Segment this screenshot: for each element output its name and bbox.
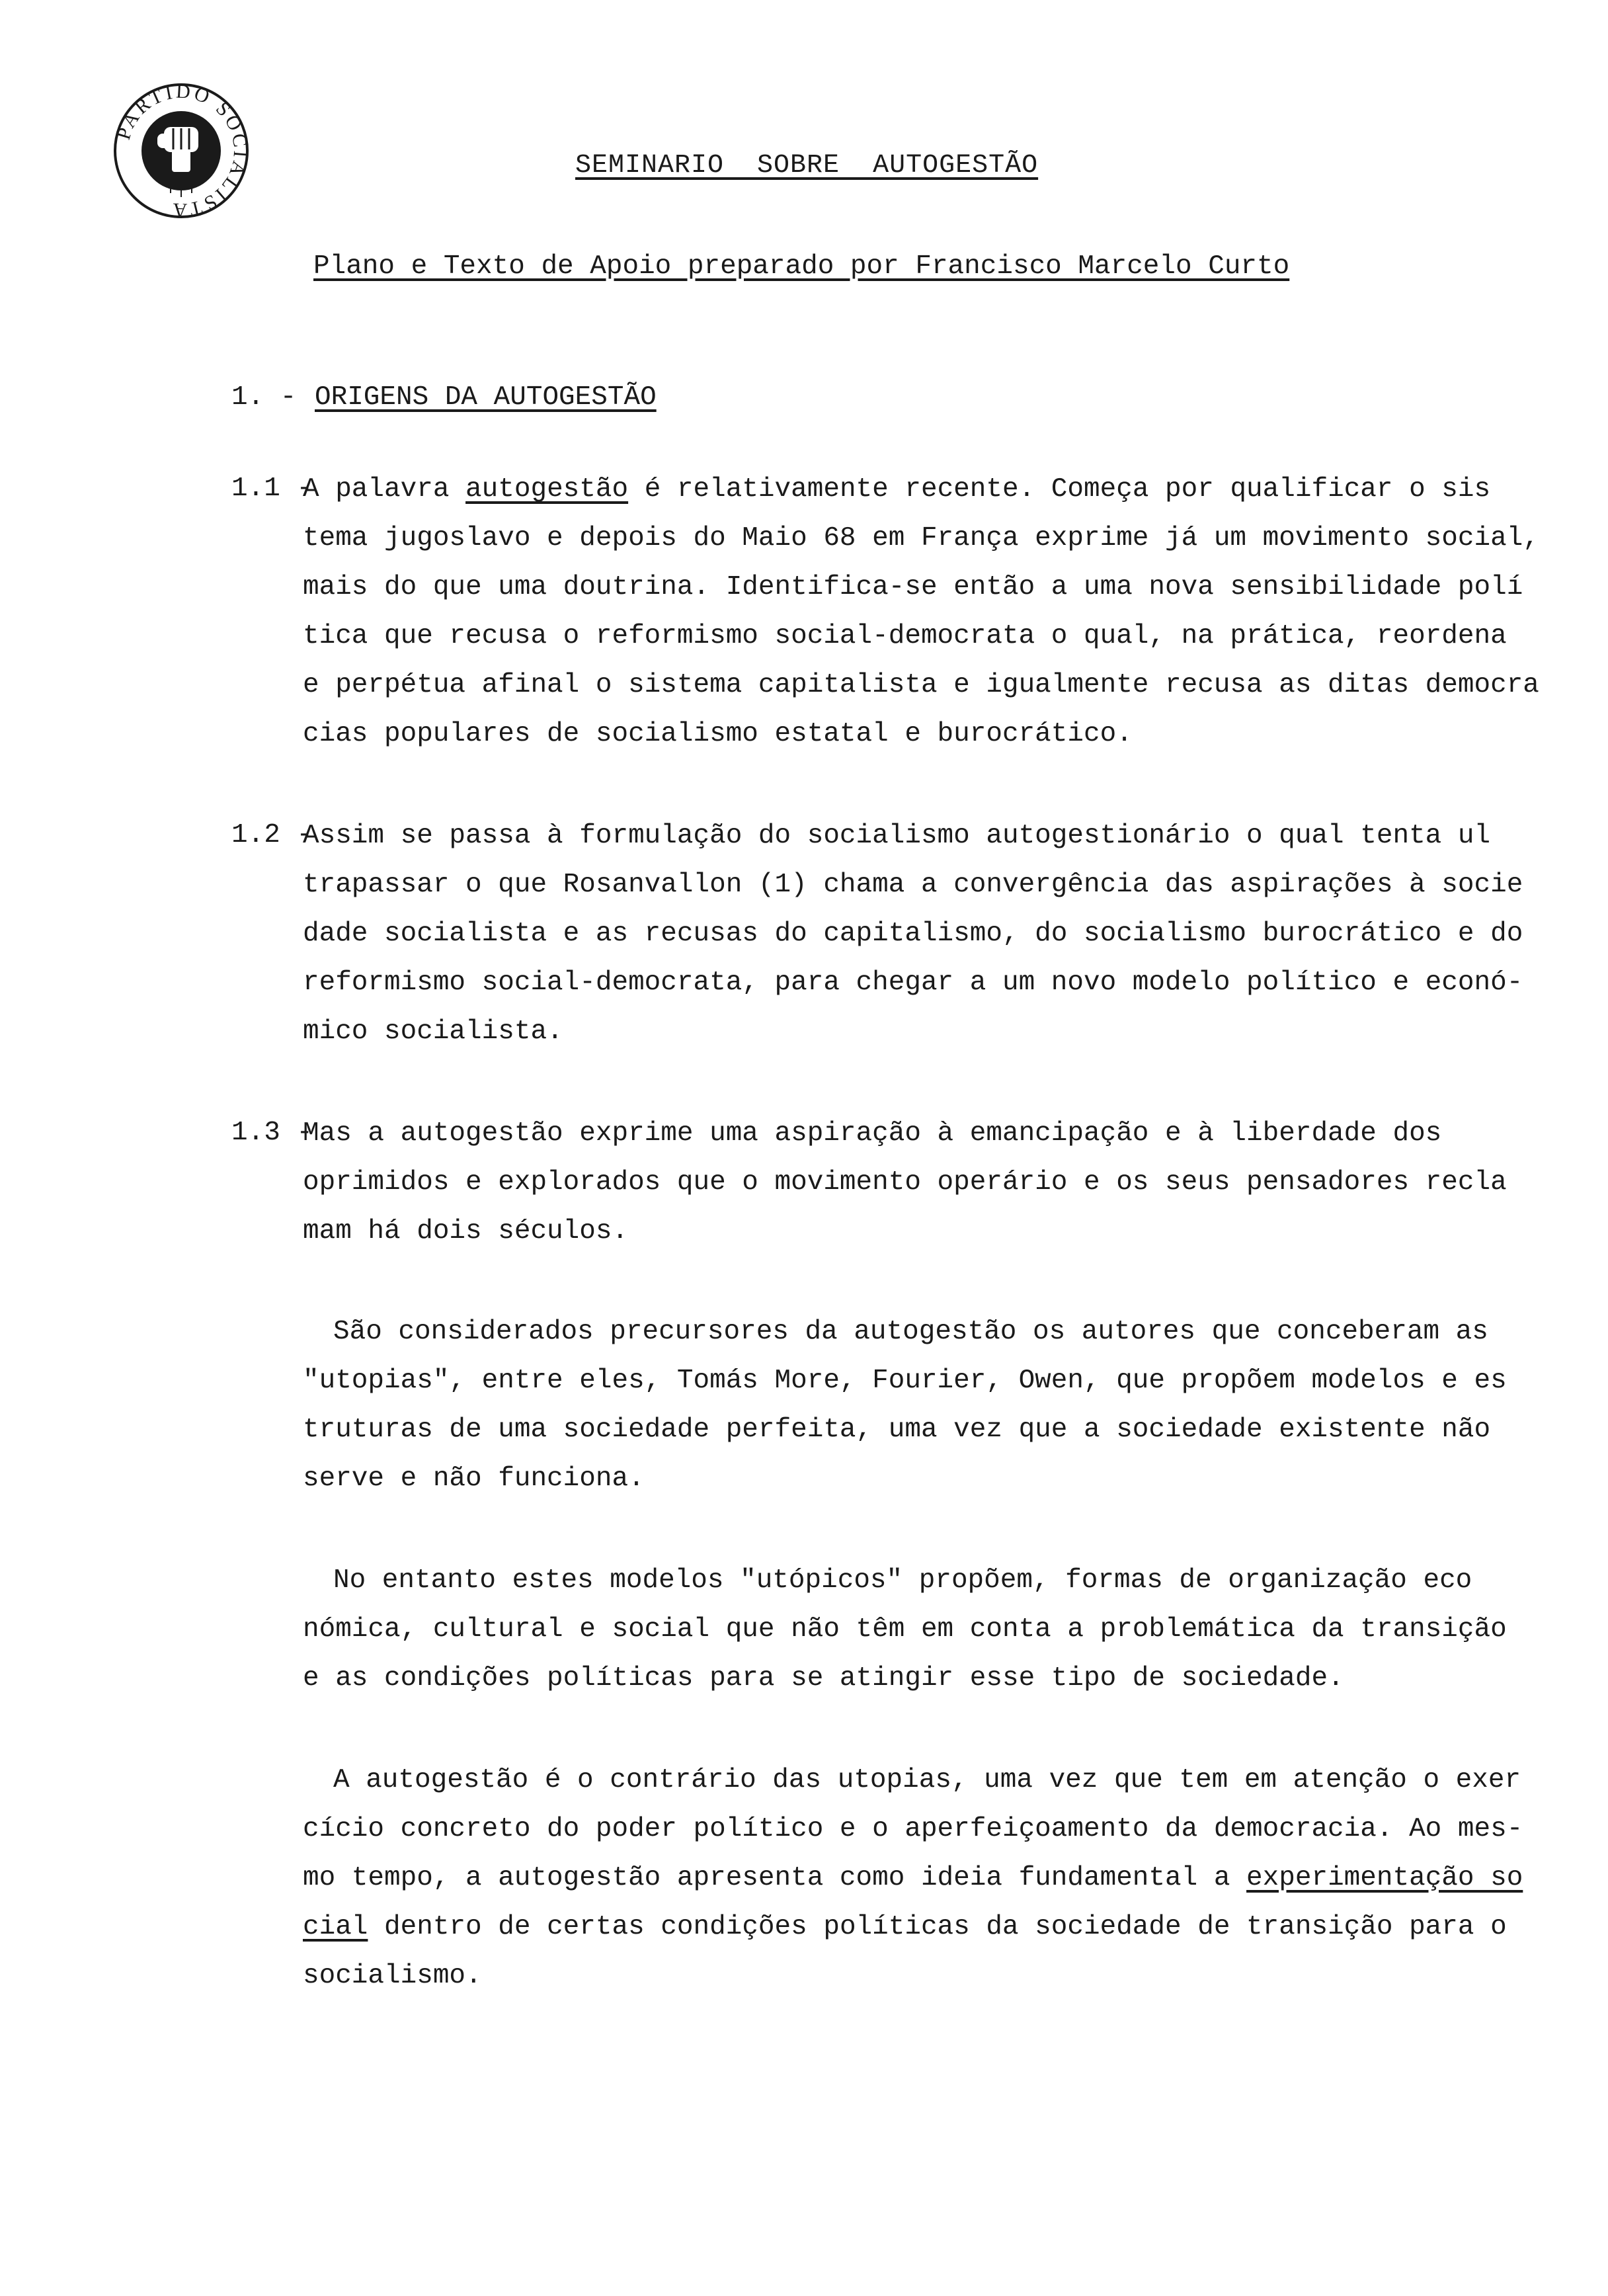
p12-line-2: trapassar o que Rosanvallon (1) chama a convergência das aspirações à socie [303, 870, 1523, 900]
p14-line-4: serve e não funciona. [303, 1463, 645, 1494]
p16-line-1: A autogestão é o contrário das utopias, uma vez que tem em atenção o exer [333, 1765, 1521, 1795]
section-title: ORIGENS DA AUTOGESTÃO [315, 382, 657, 413]
paragraph-number-1-1: 1.1 - [231, 473, 313, 504]
p16-line-5: socialismo. [303, 1961, 482, 1991]
fist-emblem-icon [111, 81, 251, 221]
p11-line-5: e perpétua afinal o sistema capitalista e igualmente recusa as ditas democra [303, 670, 1539, 700]
section-number: 1. - [231, 382, 297, 413]
p12-line-3: dade socialista e as recusas do capitalismo, do socialismo burocrático e do [303, 919, 1523, 949]
p12-line-1: Assim se passa à formulação do socialismo autogestionário o qual tenta ul [303, 821, 1491, 851]
p11-line-4: tica que recusa o reformismo social-democrata o qual, na prática, reordena [303, 621, 1507, 651]
paragraph-number-1-2: 1.2 - [231, 820, 313, 850]
autogestao-underlined: autogestão [465, 474, 629, 505]
document-subtitle: Plano e Texto de Apoio preparado por Francisco Marcelo Curto [313, 251, 1290, 282]
p11-line-1: A palavra autogestão é relativamente recente. Começa por qualificar o sis [303, 474, 1491, 505]
p13-line-1: Mas a autogestão exprime uma aspiração à emancipação e à liberdade dos [303, 1118, 1442, 1149]
paragraph-number-1-3: 1.3 - [231, 1118, 313, 1148]
social-underlined: cial [303, 1912, 368, 1942]
p16-line-4: cial dentro de certas condições políticas da sociedade de transição para o [303, 1912, 1507, 1942]
p15-line-1: No entanto estes modelos "utópicos" propõem, formas de organização eco [333, 1565, 1472, 1596]
svg-text:PARTIDO SOCIALISTA: PARTIDO SOCIALISTA [112, 81, 251, 221]
document-title: SEMINARIO SOBRE AUTOGESTÃO [575, 151, 1039, 181]
p15-line-2: nómica, cultural e social que não têm em conta a problemática da transição [303, 1614, 1507, 1645]
p11-line-3: mais do que uma doutrina. Identifica-se então a uma nova sensibilidade polí [303, 572, 1523, 602]
experimentacao-underlined: experimentação so [1246, 1863, 1523, 1893]
p12-line-4: reformismo social-democrata, para chegar a um novo modelo político e econó- [303, 967, 1523, 998]
p14-line-1: São considerados precursores da autogestão os autores que conceberam as [333, 1317, 1488, 1347]
p14-line-3: truturas de uma sociedade perfeita, uma vez que a sociedade existente não [303, 1414, 1491, 1445]
p13-line-3: mam há dois séculos. [303, 1216, 629, 1247]
p11-line-6: cias populares de socialismo estatal e burocrático. [303, 719, 1133, 749]
p12-line-5: mico socialista. [303, 1016, 563, 1047]
p14-line-2: "utopias", entre eles, Tomás More, Fourier, Owen, que propõem modelos e es [303, 1366, 1507, 1396]
p16-line-3: mo tempo, a autogestão apresenta como ideia fundamental a experimentação so [303, 1863, 1523, 1893]
partido-socialista-logo [111, 81, 251, 221]
p16-line-2: cício concreto do poder político e o aperfeiçoamento da democracia. Ao mes- [303, 1814, 1523, 1844]
p11-line-2: tema jugoslavo e depois do Maio 68 em França exprime já um movimento social, [303, 523, 1539, 554]
p13-line-2: oprimidos e explorados que o movimento operário e os seus pensadores recla [303, 1167, 1507, 1198]
p15-line-3: e as condições políticas para se atingir esse tipo de sociedade. [303, 1663, 1344, 1694]
